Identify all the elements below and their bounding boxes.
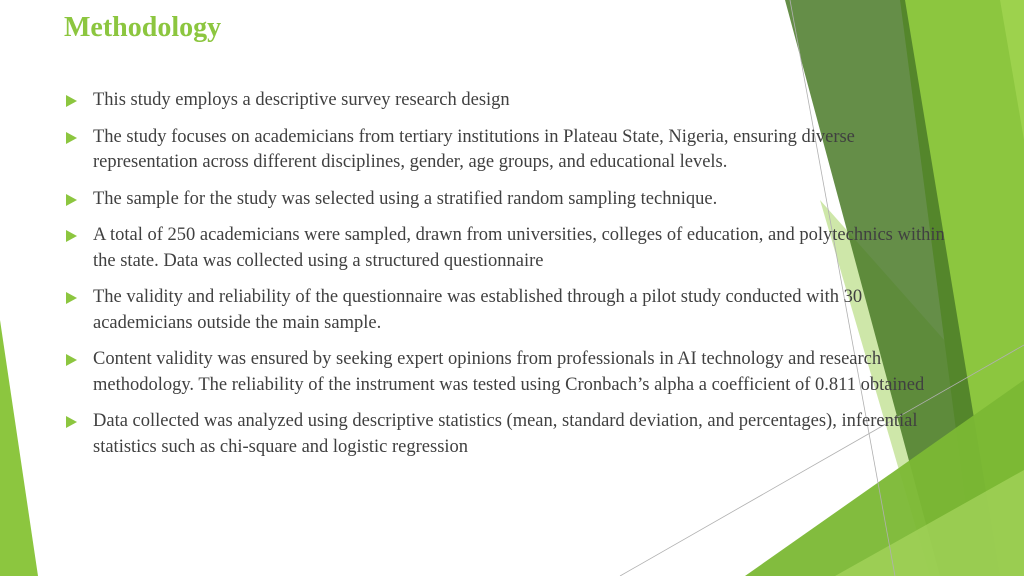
- bullet-text: The sample for the study was selected using a stratified random sampling technique.: [93, 188, 718, 209]
- bullet-arrow-icon: [66, 416, 77, 428]
- bullet-item: [64, 187, 959, 213]
- bullet-item: [64, 285, 959, 336]
- bullet-arrow-icon: [66, 132, 77, 144]
- bullet-arrow-icon: [66, 354, 77, 366]
- bullet-arrow-icon: [66, 95, 77, 107]
- slide-title: Methodology: [64, 12, 222, 43]
- bullet-item: [64, 347, 959, 398]
- left-corner-shape: [0, 320, 38, 576]
- bullet-arrow-icon: [66, 230, 77, 242]
- bullet-text: The study focuses on academicians from tertiary institutions in Plateau State, Nigeria, ensuring diverse representation across different disciplines, gender, age groups, and educational levels.: [93, 126, 855, 172]
- bullet-text: The validity and reliability of the questionnaire was established through a pilot study conducted with 30 academicians outside the main sample.: [93, 287, 863, 333]
- bullet-text: A total of 250 academicians were sampled, drawn from universities, colleges of education, and polytechnics within the state. Data was collected using a structured questionnaire: [93, 225, 945, 271]
- bullet-item: [64, 223, 959, 274]
- bullet-arrow-icon: [66, 194, 77, 206]
- bullet-text: Data collected was analyzed using descriptive statistics (mean, standard deviation, and percentages), inferential statistics such as chi-square and logistic regression: [93, 411, 918, 457]
- bullet-text: This study employs a descriptive survey research design: [93, 90, 510, 110]
- bullet-arrow-icon: [66, 292, 77, 304]
- bullet-list: [64, 88, 959, 471]
- bullet-item: [64, 409, 959, 460]
- bullet-item: [64, 88, 959, 114]
- bullet-item: [64, 125, 959, 176]
- bullet-text: Content validity was ensured by seeking expert opinions from professionals in AI technology and research methodology. The reliability of the instrument was tested using Cronbach’s alpha a coefficient of 0.811 obtained: [93, 349, 925, 395]
